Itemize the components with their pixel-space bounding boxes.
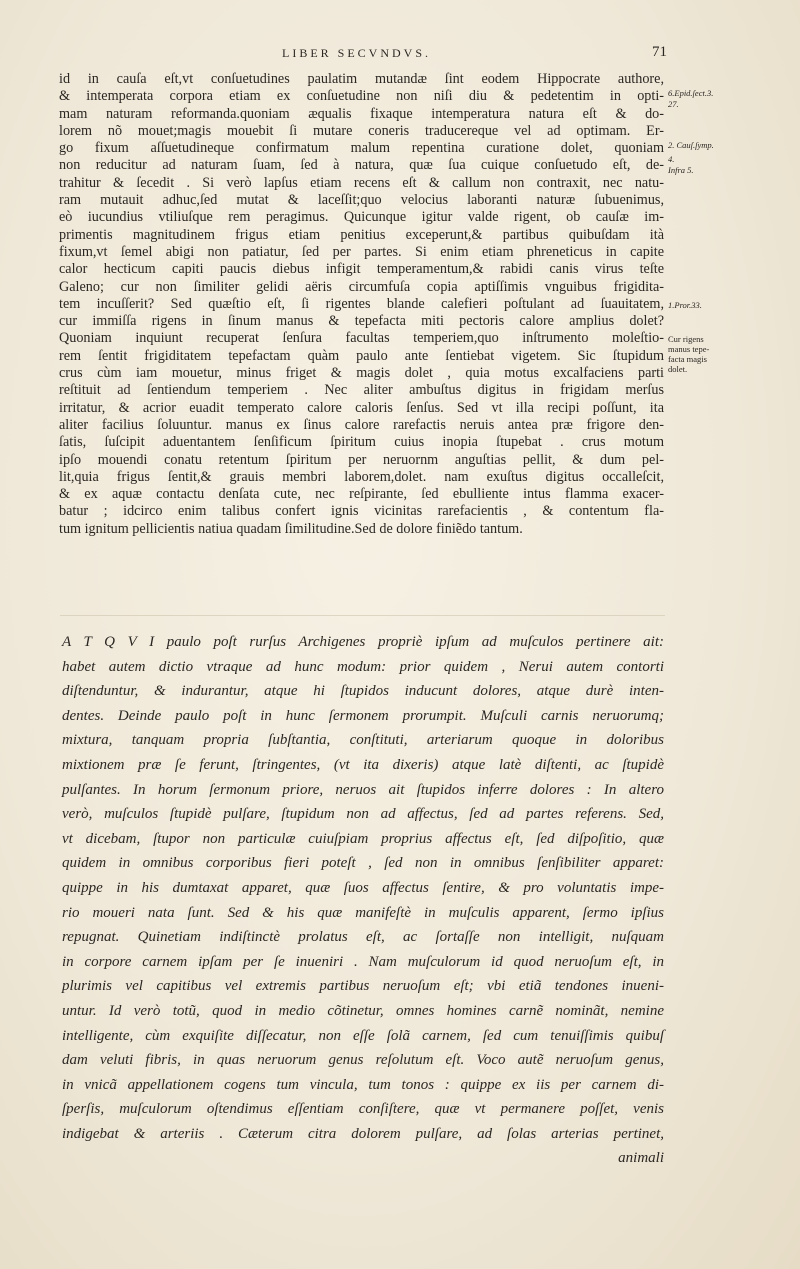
text-line: cur immiſſa rigens in ſinum manus & tepefacta miti pectoris calore amplius dolet? [59, 313, 664, 330]
running-title: LIBER SECVNDVS. [282, 46, 432, 60]
italic-line: in corpore carnem ipſam per ſe inueniri . Nam muſculorum id quod neruoſum eſt, in [62, 953, 664, 970]
italic-line: vt dicebam, ſtupor non particulæ cuiuſpiam proprius affectus eſt, ſed diſpoſitio, quæ [62, 830, 664, 847]
text-line: tem incuſſerit? Sed quæſtio eſt, ſi rigentes blande calefieri poſtulant ad ſuauitatem, [59, 295, 664, 312]
text-line: lorem nõ mouet;magis mouebit ſi mutare coneris traducereque vel ad optimam. Er- [59, 122, 664, 139]
text-line: irritatur, & acrior euadit temperato calore caloris ſenſus. Sed vt illa recipi poſſunt, ita [59, 399, 664, 416]
text-line: primentis magnitudinem frigus etiam penitius exceperunt,& partibus quibuſdam ità [59, 226, 664, 243]
italic-line: dam veluti fibris, in quas neruorum genus reſolutum eſt. Voco autẽ neruoſum genus, [62, 1052, 664, 1069]
italic-line: mixtura, tanquam propria ſubſtantia, conſtituti, arteriarum quoque in doloribus [62, 732, 664, 749]
margin-note: 4. [668, 154, 675, 164]
margin-note: 27. [668, 99, 679, 109]
italic-line: habet autem dictio vtraque ad hunc modum: prior quidem , Nerui autem contorti [62, 658, 664, 675]
margin-note: 1.Pror.33. [668, 300, 702, 310]
italic-line: rio moueri nata ſunt. Sed & his quæ manifeſtè in muſculis apparent, ſermo ipſius [62, 904, 664, 921]
text-line: reſtituit ad ſentiendum temperiem . Nec aliter ambuſtus digitus in frigidam merſus [59, 382, 664, 399]
italic-line: plurimis vel capitibus vel extremis partibus neruoſum eſt; vbi etiã tendones inueni- [62, 978, 664, 995]
text-line: go fixum aſſuetudineque confirmatum malum repentina curatione dolet, quoniam [59, 140, 664, 157]
italic-line: A T Q V I paulo poſt rurſus Archigenes propriè ipſum ad muſculos pertinere ait: [62, 634, 664, 650]
text-line: non reducitur ad naturam ſuam, ſed à natura, quæ ſua cuique conſuetudo eſt, de- [59, 157, 664, 174]
text-line: batur ; idcirco enim talibus confert ignis vicinitas rarefacientis , & contentum fla- [59, 503, 664, 520]
margin-note: manus tepe- [668, 344, 710, 354]
text-line: calor hecticum capiti paucis diebus infigit temperamentum,& rabidi canis virus teſte [59, 261, 664, 278]
margin-note: 2. Cauſ.ſymp. [668, 140, 714, 150]
italic-line: pulſantes. In horum ſermonum priore, neruos ait ſtupidos inferre dolores : In altero [62, 781, 664, 798]
page-number: 71 [652, 44, 667, 60]
text-line: id in cauſa eſt,vt conſuetudines paulatim mutandæ ſint eodem Hippocrate authore, [59, 71, 664, 87]
italic-line: quippe in his dumtaxat apparet, quæ ſuos affectus ſentire, & pro voluntatis impe- [62, 879, 664, 896]
margin-note: Infra 5. [668, 165, 694, 175]
text-line: ſatis, ſuſcipit aduentantem ſenſificum ſpiritum cuius inopia ſtupebat . crus motum [59, 434, 664, 451]
text-line: lit,quia frigus ſentit,& grauis membri laborem,dolet. nam exuſtus digitus occalleſcit, [59, 468, 664, 485]
text-line: fixum,vt ſemel abigi non patiatur, ſed per partes. Si enim etiam phreneticus in capite [59, 243, 664, 260]
italic-line: mixtionem præ ſe ferunt, ſtringentes, (vt ita dixeris) atque latè diſtenti, ac ſtupidè [62, 756, 664, 773]
text-line: mam naturam reformanda.quoniam æqualis fixaque intemperatura natura eſt & do- [59, 105, 664, 122]
italic-line: intelligente, cùm exquiſite diſſecatur, non eſſe ſolã carnem, ſed cum tenuiſſimis quibuſ [62, 1027, 664, 1044]
running-head [0, 46, 800, 66]
text-line: Galeno; cur non ſimiliter gelidi aëris circumfuſa copia aptiſſimis vnguibus frigidita- [59, 278, 664, 295]
catchword: animali [618, 1150, 664, 1167]
italic-line: verò, muſculos ſtupidè pulſare, ſtupidum non ad affectus, ſed ad partes referens. Sed, [62, 806, 664, 823]
text-line: trahitur & ſecedit . Si verò lapſus etiam recens eſt & callum non contraxit, nec natu- [59, 174, 664, 191]
italic-line: in vnicã appellationem cogens tum vincula, tum tonos : quippe ex iis per carnem di- [62, 1076, 664, 1093]
text-line: & ex aquæ contactu denſata cute, nec reſpirante, ſed ebulliente intus flamma exacer- [59, 486, 664, 503]
text-line: Quoniam inquiunt recuperat ſenſura facultas temperiem,quo inſtrumento moleſtio- [59, 330, 664, 347]
text-line: eò iucundius vtiliuſque rem peragimus. Quicunque igitur valde rigent, ob cauſæ im- [59, 209, 664, 226]
margin-note: Cur rigens [668, 334, 704, 344]
italic-line: indigebat & arteriis . Cæterum citra dolorem pulſare, ad ſolas arterias pertinet, [62, 1125, 664, 1142]
text-line: ipſo mouendi conatu retentum ſpiritum per neruornm anguſtias pellit, & dum pel- [59, 451, 664, 468]
italic-line: repugnat. Quinetiam indiſtinctè prolatus eſt, ac ſortaſſe non intelligit, nuſquam [62, 929, 664, 946]
italic-line: untur. Id verò totũ, quod in medio cõtinetur, omnes homines carnẽ nominãt, nemine [62, 1002, 664, 1019]
text-line: ram mutauit adhuc,ſed mutat & laceſſit;quo velocius laboranti naturæ ſubuenimus, [59, 192, 664, 209]
text-line: aliter facilius ſoluuntur. manus ex ſinus calore rarefactis neruis antea præ frigore den- [59, 416, 664, 433]
italic-line: diſtenduntur, & indurantur, atque hi ſtupidos inducunt dolores, atque durè inten- [62, 683, 664, 700]
text-line: crus cùm iam mouetur, minus friget & magis dolet , quia motus excalfaciens parti [59, 365, 664, 382]
italic-line: dentes. Deinde paulo poſt in hunc ſermonem prorumpit. Muſculi carnis neruorumq; [62, 707, 664, 724]
text-line: & intemperata corpora etiam ex conſuetudine non niſi diu & pedetentim in opti- [59, 88, 664, 105]
italic-text-block [62, 630, 664, 1171]
roman-text-block [59, 71, 664, 538]
section-divider [60, 615, 665, 616]
italic-line: quidem in omnibus corporibus fieri poteſt , ſed non in omnibus ſenſibiliter apparet: [62, 855, 664, 872]
margin-note: facta magis [668, 354, 707, 364]
margin-note: 6.Epid.ſect.3. [668, 88, 714, 98]
text-line: tum ignitum pellicientis natiua quadam ſimilitudine.Sed de dolore finiẽdo tantum. [59, 520, 523, 537]
italic-line: ſperſis, muſculorum oſtendimus eſſentiam conſiſtere, quæ vt permanere poſſet, venis [62, 1101, 664, 1118]
margin-note: dolet. [668, 364, 688, 374]
text-line: rem ſentit frigiditatem tepefactam quàm paulo ante ſentiebat vigetem. Sic ſtupidum [59, 347, 664, 364]
